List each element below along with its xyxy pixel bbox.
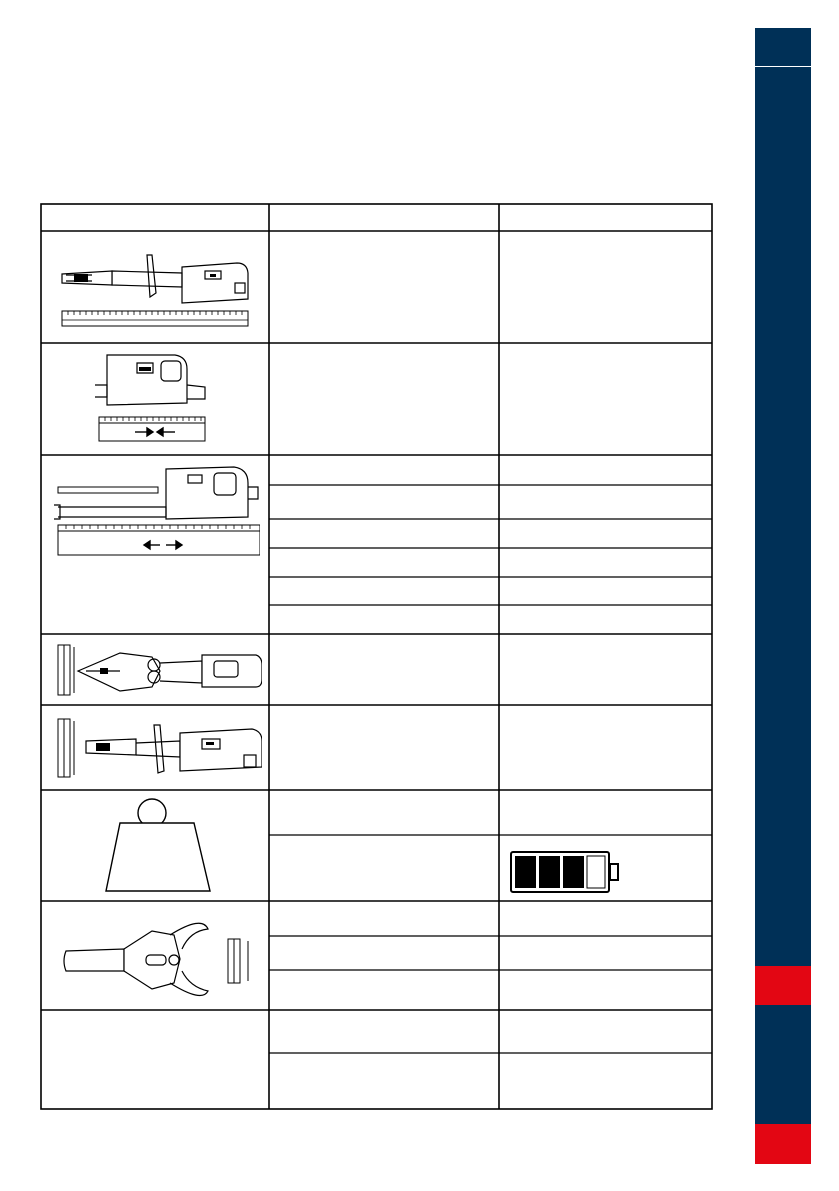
tool-height-illustration [56, 713, 262, 783]
tab-segment-red-active[interactable] [755, 966, 811, 1005]
cutter-opening-illustration [62, 913, 266, 1005]
closed-length-illustration [95, 351, 215, 447]
tool-length-illustration [52, 247, 252, 331]
specifications-table [40, 203, 713, 1110]
weight-icon [104, 795, 214, 895]
tab-segment-red-bottom[interactable] [755, 1124, 811, 1164]
battery-icon [510, 851, 620, 893]
tab-segment-navy-top [755, 28, 811, 966]
spreader-height-illustration [56, 643, 262, 699]
tab-segment-navy-bottom [755, 1005, 811, 1124]
stroke-extension-illustration [54, 463, 260, 559]
tab-divider [755, 66, 811, 67]
section-tab-bar [755, 28, 811, 1164]
